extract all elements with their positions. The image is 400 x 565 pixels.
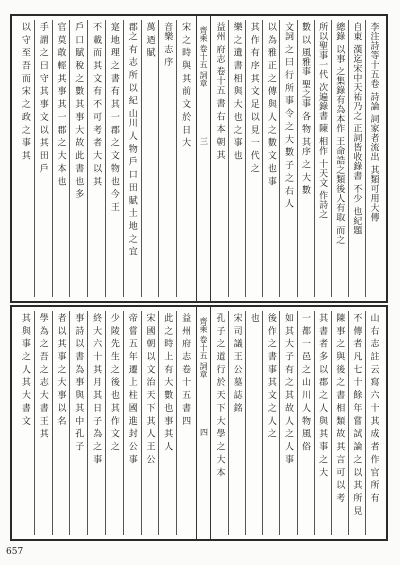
column-rule xyxy=(123,311,124,535)
page-number: 657 xyxy=(6,547,24,557)
text-column: 如 其 大 子 有 之 其 故 人 之 人 事 xyxy=(282,313,293,464)
text-column: 後 作 之 書 事 其 文 之 人 之 xyxy=(265,313,276,439)
column-rule xyxy=(34,20,35,297)
column-rule xyxy=(297,20,298,297)
column-rule xyxy=(314,311,315,535)
text-column: 萬 迺 賦 xyxy=(144,22,155,58)
text-column: 少 陵 先 生 之 後 也 其 作 文 之 xyxy=(108,313,119,452)
column-rule xyxy=(52,311,53,535)
text-column: 寔 地 理 之 書 有 其 一 郡 之 文 物 也 今 王 xyxy=(108,22,119,212)
text-column: 戶 口 賦 稅 之 數 其 事 大 故 此 書 也 多 xyxy=(73,22,84,199)
column-rule xyxy=(297,311,298,535)
column-rule xyxy=(176,20,177,297)
text-column: 其 書 者 多 以 郡 之 人 與 其 事 之 大 xyxy=(317,313,328,477)
text-column: 文詞 之 曰 行 所 事 令 之 大 數 子 之 右 人 xyxy=(282,22,293,209)
column-rule xyxy=(245,311,246,535)
text-column: 也 xyxy=(248,313,259,323)
text-column: 官 莫 敢 輕 其 事 其 一 郡 之 大 本 也 xyxy=(55,22,66,186)
text-column: 此 之 時 上 有 大 數 也 事 其 人 xyxy=(162,313,173,452)
text-column: 益 州 府 志 卷 十 五 書 四 xyxy=(180,313,191,426)
column-rule xyxy=(365,20,366,297)
text-column: 不 傳 者 凡 七 十 餘 年 嘗 試 論 之 以 其 所 見 xyxy=(351,313,362,516)
text-column: 陳 事 之 與 後 之 書 相 類 故 其 言 可 以 考 xyxy=(334,313,345,503)
text-column: 帝 嘗 五 年 遷 上 柱 國 進 封 公 事 xyxy=(126,313,137,464)
text-column: 以 守 至 吾 而 宋 之 政 之 事 其 xyxy=(19,22,30,161)
column-rule xyxy=(279,20,280,297)
column-rule xyxy=(52,20,53,297)
text-column: 郡之 有 志 所 以 紀 山川 人 物 戶 口 田 賦 土 地 之 宜 xyxy=(126,22,137,257)
text-column: 以 為 雅 正 之 傳 與 人 之 數 文 也 事 xyxy=(265,22,276,186)
column-rule xyxy=(34,311,35,535)
column-rule xyxy=(87,311,88,535)
column-rule xyxy=(348,311,349,535)
fold-title: 齊乘 卷十五 詞章 xyxy=(199,317,208,379)
column-rule xyxy=(228,20,229,297)
column-rule xyxy=(331,311,332,535)
text-column: 事 詩 以 書 為 事 與 其 中 孔 子 xyxy=(73,313,84,452)
column-rule xyxy=(262,20,263,297)
column-rule xyxy=(228,311,229,535)
bottom-text-panel xyxy=(10,305,388,541)
fold-page-number: 三 xyxy=(200,137,208,146)
text-column: 宋 之 時 與 其 前 文 於 日 大 xyxy=(180,22,191,148)
text-column: 自東 漢迄宋中天祐乃之 正詞皆收錄書 不少 也紀題 xyxy=(351,22,362,235)
text-column: 手 謂 之 曰 守 其 事 文 以 其 田 戶 xyxy=(37,22,48,173)
text-column: 宋 國 朝 以 文 治 天 下 其 人 王 公 xyxy=(144,313,155,464)
column-rule xyxy=(105,311,106,535)
column-rule xyxy=(105,20,106,297)
column-rule xyxy=(123,20,124,297)
text-column: 宋 司 議 王 公 墓 誌 銘 xyxy=(231,313,242,413)
text-column: 其 作 有 序 其 文 足 以 見 一 代 之 xyxy=(248,22,259,173)
column-rule xyxy=(141,20,142,297)
text-column: 山 右 志 註 云 寫 六 十 其 成 者 作 官 所 有 xyxy=(368,313,379,503)
column-rule xyxy=(158,311,159,535)
column-rule xyxy=(87,20,88,297)
column-rule xyxy=(262,311,263,535)
column-rule xyxy=(141,311,142,535)
fold-page-number: 四 xyxy=(200,428,208,437)
column-rule xyxy=(69,20,70,297)
fold-title: 齊乘 卷十五 詞章 xyxy=(199,26,208,88)
fold-band xyxy=(196,307,211,539)
column-rule xyxy=(348,20,349,297)
column-rule xyxy=(176,311,177,535)
text-column: 李注詩等十五卷 詩論 詞家者流出 其類可用大傳 xyxy=(368,22,379,223)
fold-band xyxy=(196,16,211,301)
text-column: 學 為 之 吾 之 志 大 書 王 其 xyxy=(37,313,48,439)
text-column: 其 與 事 之 人 其 大 書 文 xyxy=(19,313,30,426)
text-column: 音樂 志 序 xyxy=(162,22,173,67)
column-rule xyxy=(158,20,159,297)
text-column: 終 大 六 十 其 月 其 日 子 為 之 事 xyxy=(91,313,102,464)
text-column: 一 都 一 邑 之 山 川 人 物 風 俗 xyxy=(300,313,311,452)
text-column: 者 以 其 事 之 大 事 以 名 xyxy=(55,313,66,426)
text-column: 總錄 以事 之集錄有為本作 王命誥之類後人有取 而之 xyxy=(334,22,345,245)
text-column: 不 載 而 其 文 有 不 可 考 者 大 以 其 xyxy=(91,22,102,186)
column-rule xyxy=(365,311,366,535)
text-column: 益州 府志 卷十五 書 右 本 朝 其 xyxy=(214,22,225,160)
text-column: 孔 子 之 道 行 於 天 下 大 學 之 大 本 xyxy=(214,313,225,477)
text-column: 樂 之 遺 書 相 與 大 也 之 事 也 xyxy=(231,22,242,161)
column-rule xyxy=(331,20,332,297)
text-column: 所以聖事一代 次遍錄書 陳 相作 十天文 作詩之 xyxy=(317,22,328,220)
column-rule xyxy=(69,311,70,535)
top-text-panel xyxy=(10,14,388,303)
text-column: 數 以 風雅事 聖之事 各 物 其序 之 大 數 xyxy=(300,22,311,195)
column-rule xyxy=(314,20,315,297)
column-rule xyxy=(245,20,246,297)
column-rule xyxy=(279,311,280,535)
